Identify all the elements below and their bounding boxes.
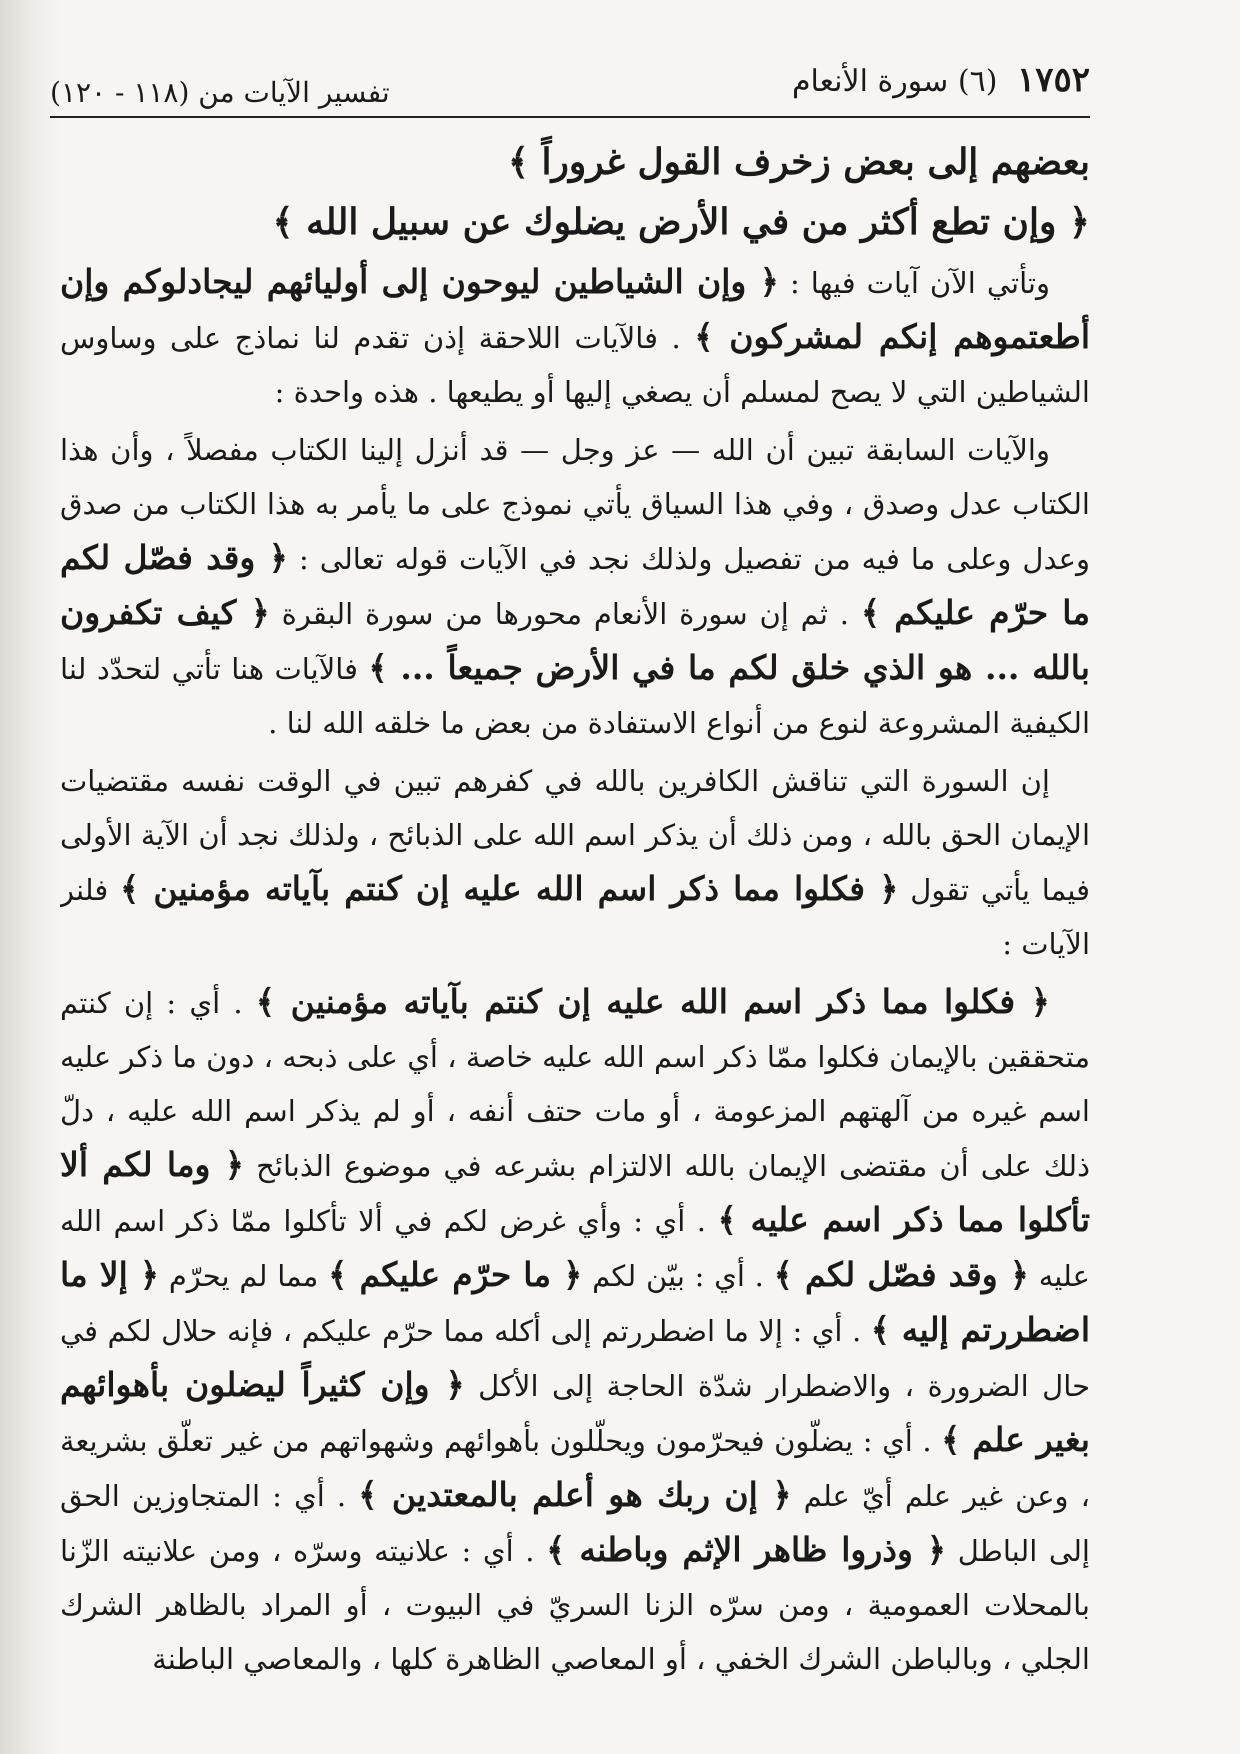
text-segment: مما لم يحرّم <box>159 1259 329 1293</box>
text-segment: . أي : إن كنتم متحققين بالإيمان فكلوا ممّا ذكر اسم الله عليه خاصة ، أي على ذبحه ، دون ما ذكر عليه اسم غيره من آلهتهم المزعومة ، أو مات حتف أنفه ، أو لم يذكر اسم الله عليه ، دلّ ذلك على أن مقتضى الإيمان بالله الالتزام بشرعه في موضوع الذبائح <box>60 986 1090 1183</box>
page-body <box>60 135 1090 1714</box>
text-segment: . أي : علانيته وسرّه ، ومن علانيته الزّنا بالمحلات العمومية ، ومن سرّه الزنا السريّ في البيوت ، أو المراد بالظاهر الشرك الجلي ، وبالباطن الشرك الخفي ، أو المعاصي الظاهرة كلها ، والمعاصي الباطنة <box>60 1534 1090 1676</box>
paragraph <box>60 195 1090 251</box>
quran-quote: ﴿ وقد فصّل لكم ما حرّم عليكم ﴾ <box>60 538 1090 632</box>
text-segment: فلنر الآيات : <box>60 873 1090 961</box>
quran-quote: ﴿ ما حرّم عليكم ﴾ <box>328 1255 583 1294</box>
paragraph <box>60 975 1090 1686</box>
quran-quote: ﴿ وما لكم ألا تأكلوا مما ذكر اسم عليه ﴾ <box>60 1145 1090 1239</box>
text-segment: . أي : يضلّون فيحرّمون ويحلّلون بأهوائهم وشهواتهم من غير تعلّق بشريعة ، وعن غير علم أيّ علم <box>60 1424 1090 1513</box>
text-segment: فالآيات هنا تأتي لتحدّد لنا الكيفية المشروعة لنوع من أنواع الاستفادة من بعض ما خلقه الله لنا . <box>60 652 1090 740</box>
quran-quote: ﴿ وإن تطع أكثر من في الأرض يضلوك عن سبيل الله ﴾ <box>272 201 1090 243</box>
paragraph <box>60 754 1090 971</box>
text-segment: . أي : المتجاوزين الحق إلى الباطل <box>60 1479 1090 1568</box>
quran-quote: بعضهم إلى بعض زخرف القول غروراً ﴾ <box>507 141 1090 183</box>
quran-quote: ﴿ وإن كثيراً ليضلون بأهوائهم بغير علم ﴾ <box>60 1365 1090 1459</box>
quran-quote: ﴿ فكلوا مما ذكر اسم الله عليه إن كنتم بآياته مؤمنين ﴾ <box>120 869 899 908</box>
quran-quote: ﴿ إلا ما اضطررتم إليه ﴾ <box>60 1255 1090 1349</box>
quran-quote: ﴿ فكلوا مما ذكر اسم الله عليه إن كنتم بآياته مؤمنين ﴾ <box>255 982 1050 1021</box>
paragraph <box>60 255 1090 419</box>
quran-quote: ﴿ كيف تكفرون بالله ... هو الذي خلق لكم ما في الأرض جميعاً ... ﴾ <box>60 593 1090 687</box>
quran-quote: ﴿ إن ربك هو أعلم بالمعتدين ﴾ <box>358 1475 792 1514</box>
paragraph <box>60 135 1090 191</box>
text-segment: . أي : بيّن لكم <box>582 1259 774 1293</box>
paragraph <box>60 423 1090 750</box>
page-number: ١٧٥٢ <box>1016 60 1090 100</box>
text-segment: . أي : وأي غرض لكم في ألا تأكلوا ممّا ذكر اسم الله عليه <box>60 1204 1090 1293</box>
text-segment: وتأتي الآن آيات فيها : <box>778 266 1051 300</box>
quran-quote: ﴿ وقد فصّل لكم ﴾ <box>773 1255 1030 1294</box>
text-segment: والآيات السابقة تبين أن الله — عز وجل — قد أنزل إلينا الكتاب مفصلاً ، وأن هذا الكتاب عدل وصدق ، وفي هذا السياق يأتي نموذج على ما يأمر به هذا الكتاب من صدق وعدل وعلى ما فيه من تفصيل ولذلك نجد في الآيات قوله تعالى : <box>60 433 1090 576</box>
surah-title: (٦) سورة الأنعام <box>791 64 998 99</box>
quran-quote: ﴿ وذروا ظاهر الإثم وباطنه ﴾ <box>546 1530 947 1569</box>
text-segment: . فالآيات اللاحقة إذن تقدم لنا نماذج على وساوس الشياطين التي لا يصح لمسلم أن يصغي إليها أو يطيعها . هذه واحدة : <box>60 321 1090 409</box>
header-right <box>792 60 1090 100</box>
quran-quote: ﴿ وإن الشياطين ليوحون إلى أوليائهم ليجادلوكم وإن أطعتموهم إنكم لمشركون ﴾ <box>60 262 1090 356</box>
page-header <box>50 60 1090 118</box>
text-segment: . أي : إلا ما اضطررتم إلى أكله مما حرّم عليكم ، فإنه حلال لكم في حال الضرورة ، والاضطرار شدّة الحاجة إلى الأكل <box>60 1314 1090 1403</box>
text-segment: . ثم إن سورة الأنعام محورها من سورة البقرة <box>269 597 861 631</box>
section-title: تفسير الآيات من (١١٨ - ١٢٠) <box>50 76 390 109</box>
text-segment: إن السورة التي تناقش الكافرين بالله في كفرهم تبين في الوقت نفسه مقتضيات الإيمان الحق بالله ، ومن ذلك أن يذكر اسم الله على الذبائح ، ولذلك نجد أن الآية الأولى فيما يأتي تقول <box>60 764 1090 907</box>
